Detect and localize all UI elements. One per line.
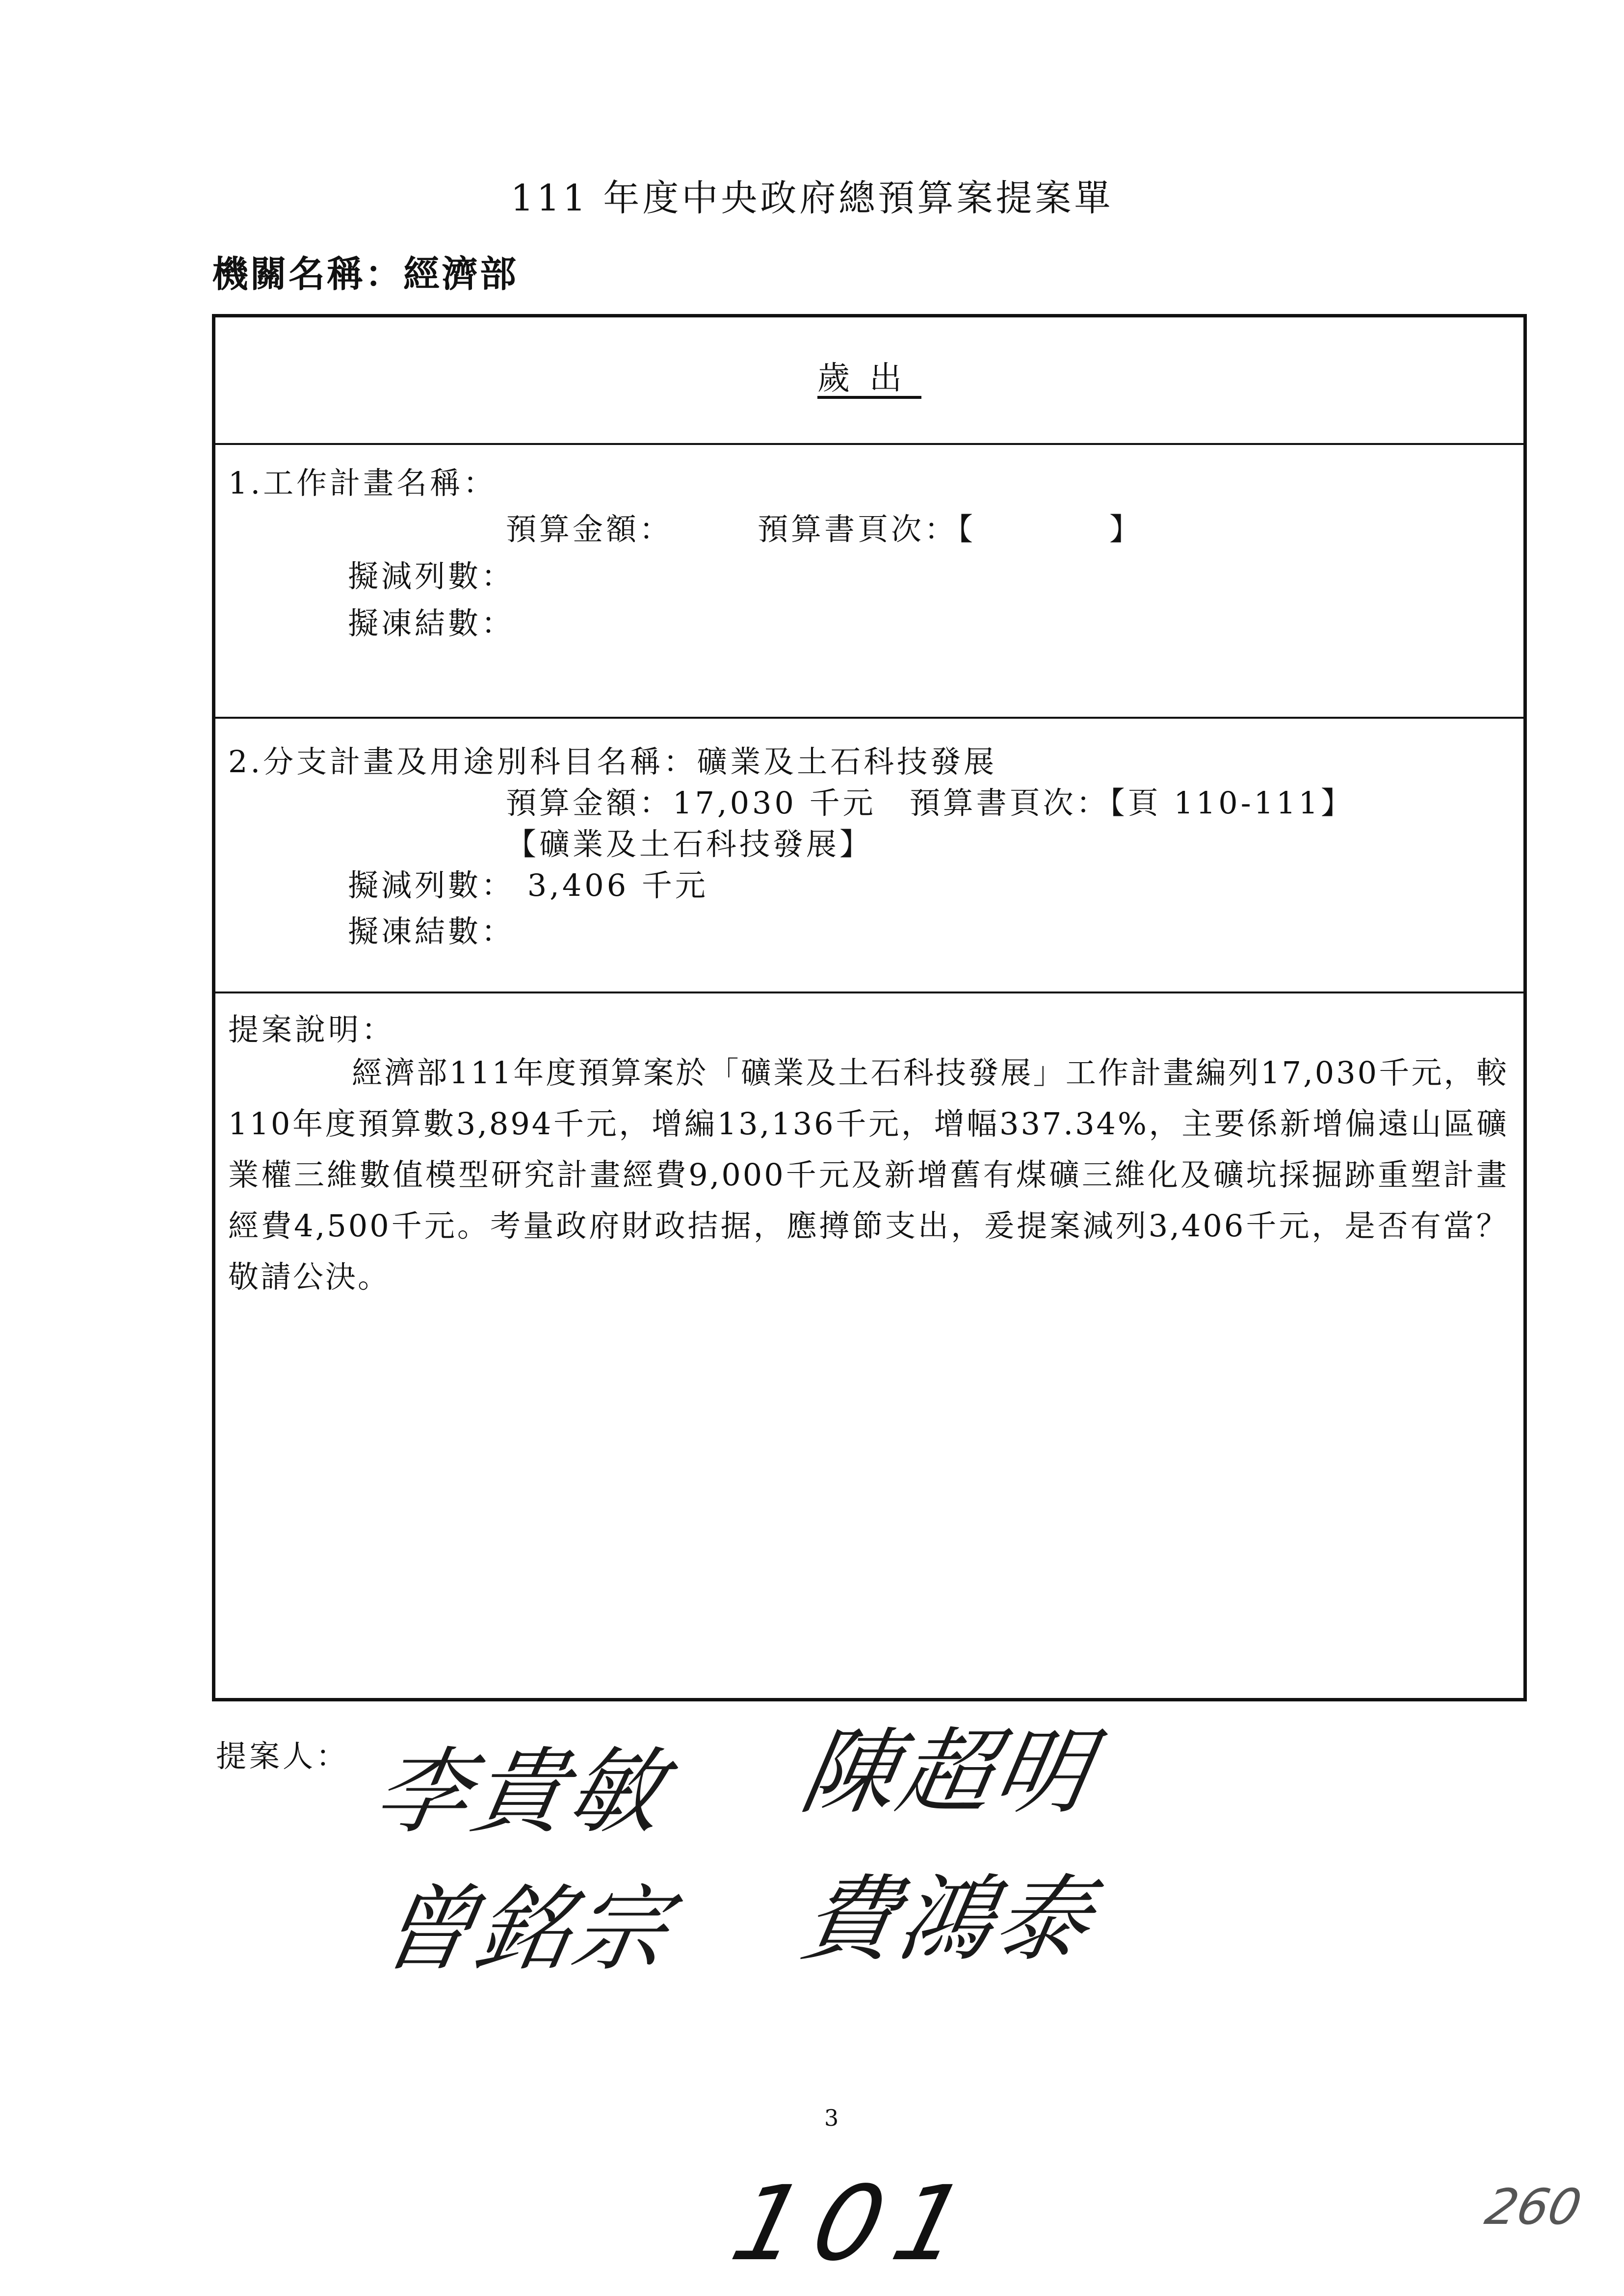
branch-plan-budget-line: 預算金額：17,030 千元 預算書頁次：【頁 110-111】: [506, 785, 1354, 821]
table-header-row: [215, 317, 1523, 445]
description-label: 提案說明：: [228, 1012, 395, 1047]
branch-plan-freeze-label: 擬凍結數：: [348, 913, 515, 949]
work-plan-reduce-label: 擬減列數：: [348, 558, 515, 594]
work-plan-section: [215, 445, 1523, 719]
handwritten-corner-number: 260: [1480, 2178, 1587, 2236]
work-plan-budget-line: 預算金額： 預算書頁次：【 】: [506, 511, 1143, 547]
signature-1: 李貴敏: [367, 1738, 675, 1846]
page-title: 111 年度中央政府總預算案提案單: [510, 177, 1114, 219]
expenditure-header: 歲出: [817, 359, 921, 397]
signature-2: 陳超明: [793, 1718, 1101, 1826]
description-text: 經濟部111年度預算案於「礦業及土石科技發展」工作計畫編列17,030千元，較110年度預算數3,894千元，增編13,136千元，增幅337.34%，主要係新增偏遠山區礦業權三維數值模型研究計畫經費9,000千元及新增舊有煤礦三維化及礦坑採掘跡重塑計畫經費4,500千元。考量政府財政拮据，應撙節支出，爰提案減列3,406千元，是否有當？敬請公決。: [228, 1055, 1509, 1295]
page-number: 3: [824, 2105, 839, 2131]
work-plan-freeze-label: 擬凍結數：: [348, 605, 515, 641]
branch-plan-reduce-line: 擬減列數： 3,406 千元: [348, 867, 708, 903]
handwritten-number: 101: [721, 2164, 992, 2284]
signature-4: 費鴻泰: [793, 1865, 1101, 1974]
proposer-label: 提案人：: [216, 1738, 350, 1774]
proposal-table: [212, 314, 1527, 1701]
branch-plan-section: [215, 719, 1523, 993]
description-section: [215, 993, 1523, 1698]
work-plan-label: 1.工作計畫名稱：: [228, 465, 497, 501]
branch-plan-program-line: 【礦業及土石科技發展】: [506, 826, 873, 862]
signature-3: 曾銘宗: [371, 1875, 680, 1983]
branch-plan-label: 2.分支計畫及用途別科目名稱：礦業及土石科技發展: [228, 744, 997, 780]
agency-name: 機關名稱：經濟部: [212, 253, 518, 295]
